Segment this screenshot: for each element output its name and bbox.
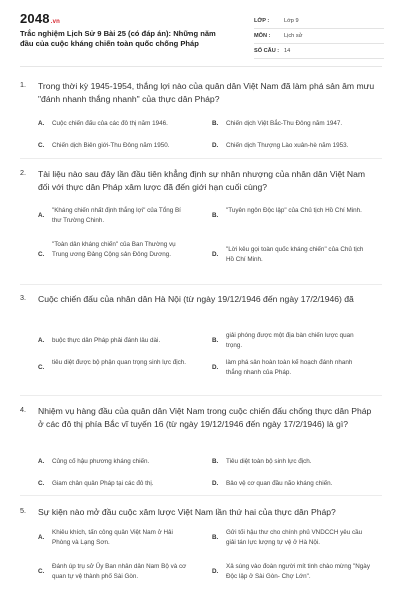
page-header xyxy=(0,0,400,66)
option-letter: D. xyxy=(212,480,219,487)
question-number: 3. xyxy=(20,293,26,302)
meta-label: SỐ CÂU : xyxy=(254,48,280,54)
option-text: Xả súng vào đoàn người mít tinh chào mừng "Ngày Độc lập ở Sài Gòn- Chợ Lớn". xyxy=(226,563,370,580)
option-text: buộc thực dân Pháp phải đánh lâu dài. xyxy=(52,337,161,344)
option-text: Cuộc chiến đấu của các đô thị năm 1946. xyxy=(52,120,168,127)
meta-value: 14 xyxy=(284,48,291,54)
option-letter: C. xyxy=(38,142,45,149)
logo-text: 2048 xyxy=(20,11,50,26)
meta-label: MÔN : xyxy=(254,33,271,39)
meta-value: Lịch sử xyxy=(284,33,303,39)
option-text: tiêu diệt được bộ phận quan trọng sinh lực địch. xyxy=(52,359,187,366)
option-text: Tiêu diệt toàn bộ sinh lực địch. xyxy=(226,458,312,465)
option-letter: B. xyxy=(212,337,219,344)
question-text: Sự kiện nào mở đầu cuộc xâm lược Việt Nam lần thứ hai của thực dân Pháp? xyxy=(38,507,336,517)
meta-row-class xyxy=(254,14,384,29)
meta-table xyxy=(254,14,384,59)
option-letter: A. xyxy=(38,534,45,541)
logo-suffix: .vn xyxy=(50,19,61,25)
option-letter: D. xyxy=(212,364,219,371)
question-divider xyxy=(20,495,382,496)
question-divider xyxy=(20,395,382,396)
option-text: "Toàn dân kháng chiến" của Ban Thường vụ Trung ương Đảng Cộng sản Đông Dương. xyxy=(52,241,176,258)
option-text: giải phóng được một địa bàn chiến lược quan trọng. xyxy=(226,332,354,349)
option-text: "Kháng chiến nhất định thắng lợi" của Tổng Bí thư Trường Chinh. xyxy=(52,207,181,224)
option-letter: B. xyxy=(212,534,219,541)
option-text: Chiến dịch Việt Bắc-Thu Đông năm 1947. xyxy=(226,120,343,127)
question-divider xyxy=(20,284,382,285)
question-text: Trong thời kỳ 1945-1954, thắng lợi nào của quân dân Việt Nam đã làm phá sản âm mưu "đánh nhanh thắng nhanh" của thực dân Pháp? xyxy=(38,81,375,104)
option-letter: D. xyxy=(212,251,219,258)
option-text: Đánh úp trụ sở Ủy Ban nhân dân Nam Bộ và cơ quan tự vệ thành phố Sài Gòn. xyxy=(52,563,187,580)
option-text: "Lời kêu gọi toàn quốc kháng chiến" của Chủ tịch Hồ Chí Minh. xyxy=(226,246,364,263)
option-letter: A. xyxy=(38,212,45,219)
question-text: Cuộc chiến đấu của nhân dân Hà Nội (từ ngày 19/12/1946 đến ngày 17/2/1946) đã xyxy=(38,294,354,304)
option-letter: D. xyxy=(212,568,219,575)
option-letter: B. xyxy=(212,120,219,127)
option-letter: A. xyxy=(38,458,45,465)
site-logo[interactable] xyxy=(20,11,60,26)
meta-label: LỚP : xyxy=(254,18,270,24)
option-text: Giam chân quân Pháp tại các đô thị. xyxy=(52,480,154,487)
question-number: 1. xyxy=(20,80,26,89)
option-text: Bảo vệ cơ quan đầu não kháng chiến. xyxy=(226,480,333,487)
meta-row-subject xyxy=(254,29,384,44)
question-number: 2. xyxy=(20,168,26,177)
question-text: Nhiệm vụ hàng đầu của quân dân Việt Nam trong cuộc chiến đấu chống thực dân Pháp ở các đô thị phía Bắc vĩ tuyến 16 (từ ngày 19/12/1946 đến ngày 17/2/1946) là gì? xyxy=(38,406,372,429)
meta-row-count xyxy=(254,44,384,59)
question-text: Tài liệu nào sau đây lần đầu tiên khẳng định sự nhân nhượng của nhân dân Việt Nam đối với thực dân Pháp xâm lược đã đến giới hạn cuối cùng? xyxy=(38,169,366,192)
option-letter: D. xyxy=(212,142,219,149)
option-text: Củng cố hậu phương kháng chiến. xyxy=(52,458,150,465)
option-text: Chiến dịch Thượng Lào xuân-hè năm 1953. xyxy=(226,142,349,149)
option-letter: B. xyxy=(212,458,219,465)
option-text: Khiêu khích, tấn công quân Việt Nam ở Hải Phòng và Lạng Sơn. xyxy=(52,529,173,546)
option-text: Gửi tối hậu thư cho chính phủ VNDCCH yêu cầu giải tán lực lượng tự vệ ở Hà Nội. xyxy=(226,529,363,546)
page-title: Trắc nghiệm Lịch Sử 9 Bài 25 (có đáp án): Những năm đầu của cuộc kháng chiến toàn quốc chống Pháp xyxy=(20,29,216,48)
question-number: 4. xyxy=(20,405,26,414)
option-letter: B. xyxy=(212,212,219,219)
option-letter: C. xyxy=(38,480,45,487)
option-text: Chiến dịch Biên giới-Thu Đông năm 1950. xyxy=(52,142,170,149)
header-divider xyxy=(20,66,382,67)
option-letter: C. xyxy=(38,364,45,371)
option-letter: A. xyxy=(38,337,45,344)
question-number: 5. xyxy=(20,506,26,515)
option-letter: A. xyxy=(38,120,45,127)
option-letter: C. xyxy=(38,251,45,258)
option-letter: C. xyxy=(38,568,45,575)
option-text: làm phá sản hoàn toàn kế hoạch đánh nhanh thắng nhanh của Pháp. xyxy=(226,359,353,376)
meta-value: Lớp 9 xyxy=(284,18,299,24)
question-divider xyxy=(20,158,382,159)
option-text: "Tuyên ngôn Độc lập" của Chủ tịch Hồ Chí Minh. xyxy=(226,207,362,214)
